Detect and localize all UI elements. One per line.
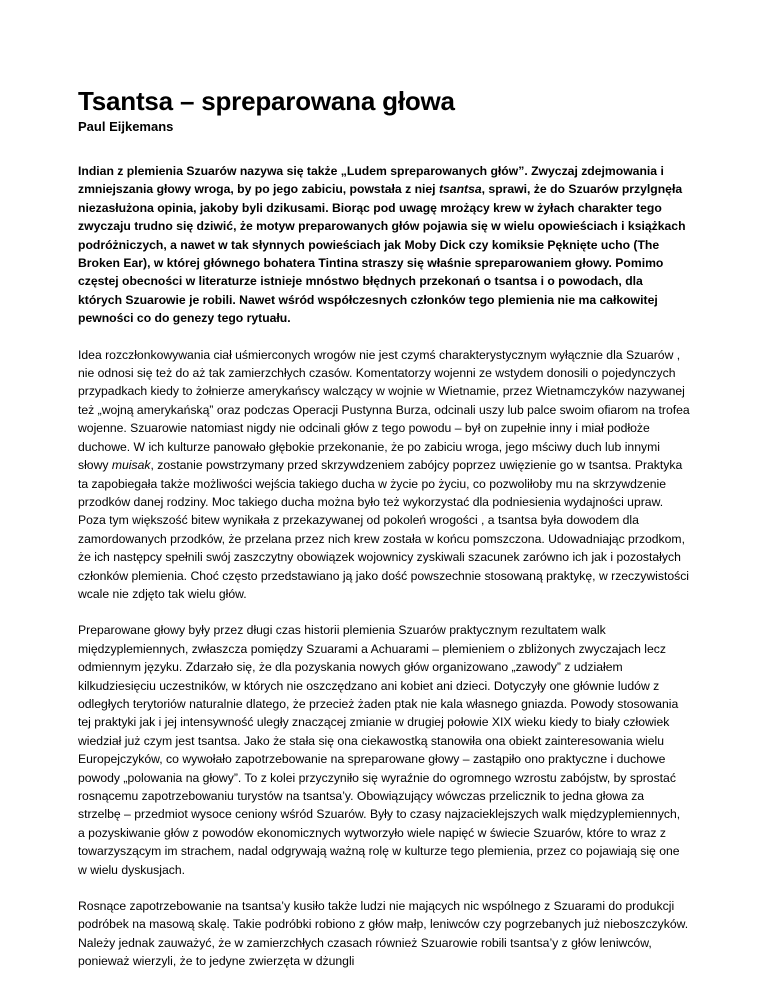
document-page (78, 86, 690, 971)
paragraph-1-text-end: , zostanie powstrzymany przed skrzywdzeniem zabójcy poprzez uwięzienie go w tsantsa. Praktyka ta zapobiegała także możliwości wejścia takiego ducha w życie po życiu, co pozwoliłoby mu na skrzywdzenie przodków danej rodziny. Moc takiego ducha można było też wykorzystać dla podniesienia wydajności upraw. Poza tym większość bitew wynikała z przekazywanej od pokoleń wrogości , a tsantsa była dowodem dla zamordowanych przodków, że przelana przez nich krew została w końcu pomszczona. Udowadniając przodkom, że ich następcy spełnili swój zaszczytny obowiązek wojownicy zyskiwali szacunek zarówno ich jak i pozostałych członków plemienia. Choć często przedstawiano ją jako dość powszechnie stosowaną praktykę, w rzeczywistości wcale nie zdjęto tak wielu głów. (78, 458, 690, 601)
body-paragraph-2: Preparowane głowy były przez długi czas historii plemienia Szuarów praktycznym rezultatem walk międzyplemiennych, zwłaszcza pomiędzy Szuarami a Achuarami – plemieniem o zbliżonych zwyczajach lecz odmiennym języku. Zdarzało się, że dla pozyskania nowych głów organizowano „zawody” z udziałem kilkudziesięciu uczestników, w których nie oszczędzano ani kobiet ani dzieci. Dotyczyły one głównie ludów z odległych terytoriów naturalnie dlatego, że przecież żaden ptak nie kala własnego gniazda. Powody stosowania tej praktyki jak i jej intensywność uległy znaczącej zmianie w drugiej połowie XIX wieku kiedy to biały człowiek wiedział już czym jest tsantsa. Jako że stała się ona ciekawostką stanowiła ona obiekt zainteresowania wielu Europejczyków, co wywołało zapotrzebowanie na spreparowane głowy – zastąpiło ono praktyczne i duchowe powody „polowania na głowy”. To z kolei przyczyniło się wyraźnie do ogromnego wzrostu zabójstw, by sprostać rosnącemu zapotrzebowaniu turystów na tsantsa’y. Obowiązujący wówczas przelicznik to jedna głowa za strzelbę – przedmiot wysoce ceniony wśród Szuarów. Były to czasy najzacieklejszych walk międzyplemiennych, a pozyskiwanie głów z powodów ekonomicznych wytworzyło wiele napięć w świecie Szuarów, które to wraz z towarzyszącym im strachem, nadal odgrywają ważną rolę w kulturze tego plemienia, przez co pojawiają się one w wielu dyskusjach. (78, 623, 681, 877)
lead-emphasis: tsantsa (438, 182, 482, 197)
author-name: Paul Eijkemans (78, 119, 174, 134)
document-title: Tsantsa – spreparowana głowa (78, 86, 455, 116)
lead-paragraph (78, 162, 690, 328)
lead-text-start: Indian z plemienia Szuarów nazywa się także „Ludem spreparowanych głów”. Zwyczaj zdejmowania i zmniejszania głowy wroga, by po jego zabiciu, powstała z niej (78, 164, 664, 197)
body-paragraph-1 (78, 346, 690, 604)
body-paragraph-3: Rosnące zapotrzebowanie na tsantsa’y kusiło także ludzi nie mających nic wspólnego z Szuarami do produkcji podróbek na masową skalę. Takie podróbki robiono z głów małp, leniwców czy pogrzebanych już nieboszczyków. Należy jednak zauważyć, że w zamierzchłych czasach również Szuarowie robili tsantsa’y z głów leniwców, ponieważ wierzyli, że to jedyne zwierzęta w dżungli (78, 899, 689, 969)
lead-text-end: , sprawi, że do Szuarów przylgnęła niezasłużona opinia, jakoby byli dzikusami. Biorąc pod uwagę mrożący krew w żyłach charakter tego zwyczaju trudno się dziwić, że motyw preparowanych głów pojawia się w wielu opowieściach i książkach podróżniczych, a nawet w tak słynnych powieściach jak Moby Dick czy komiksie Pęknięte ucho (The Broken Ear), w której głównego bohatera Tintina straszy się właśnie spreparowaniem głowy. Pomimo częstej obecności w literaturze istnieje mnóstwo błędnych przekonań o tsantsa i o powodach, dla których Szuarowie je robili. Nawet wśród współczesnych członków tego plemienia nie ma całkowitej pewności co do genezy tego rytuału. (78, 182, 686, 326)
paragraph-1-text-start: Idea rozczłonkowywania ciał uśmierconych wrogów nie jest czymś charakterystycznym wyłącznie dla Szuarów , nie odnosi się też do aż tak zamierzchłych czasów. Komentatorzy wojenni ze wstydem donosili o pojedynczych przypadkach kiedy to żołnierze amerykańscy walczący w wojnie w Wietnamie, przez Wietnamczyków nazywanej też „wojną amerykańską” oraz podczas Operacji Pustynna Burza, odcinali uszy lub palce swoim ofiarom na trofea wojenne. Szuarowie natomiast nigdy nie odcinali głów z tego powodu – był on zupełnie inny i miał podłoże duchowe. W ich kulturze panowało głębokie przekonanie, że po zabiciu wroga, jego mściwy duch lub innymi słowy (78, 347, 690, 473)
paragraph-1-emphasis: muisak (111, 458, 151, 473)
